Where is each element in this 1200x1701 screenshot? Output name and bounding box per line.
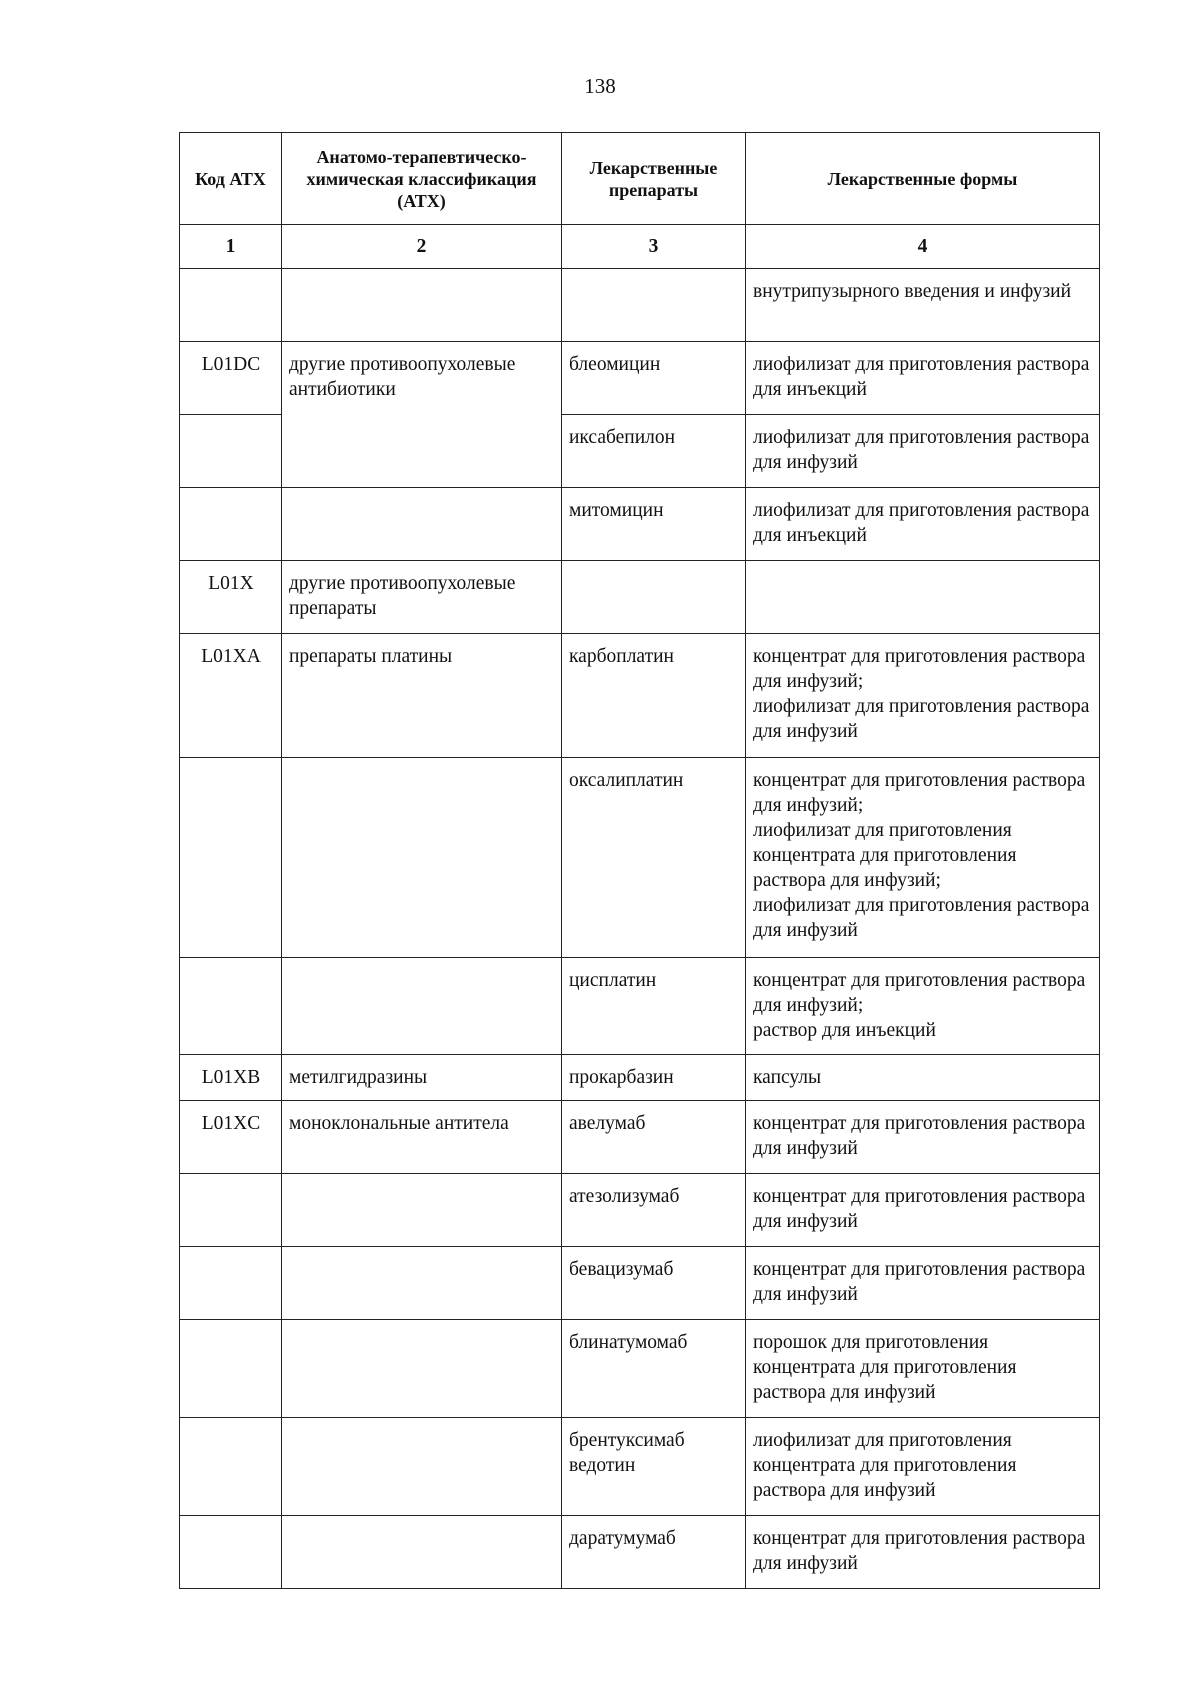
cell-classification: другие противоопухолевые препараты bbox=[282, 561, 562, 634]
cell-drug: даратумумаб bbox=[562, 1516, 746, 1589]
form-line: капсулы bbox=[753, 1067, 822, 1088]
form-line: концентрат для приготовления раствора для инфузий; bbox=[753, 646, 1086, 692]
cell-code bbox=[180, 758, 282, 958]
cell-forms bbox=[746, 1516, 1100, 1589]
form-line: раствор для инъекций bbox=[753, 1020, 936, 1041]
column-number-row bbox=[180, 225, 1100, 269]
cell-drug: иксабепилон bbox=[562, 415, 746, 488]
cell-classification: препараты платины bbox=[282, 634, 562, 758]
column-number: 1 bbox=[180, 225, 282, 269]
cell-classification: моноклональные антитела bbox=[282, 1101, 562, 1174]
table-row bbox=[180, 1055, 1100, 1101]
form-line: концентрат для приготовления раствора для инфузий; bbox=[753, 970, 1086, 1016]
cell-code bbox=[180, 1516, 282, 1589]
cell-forms bbox=[746, 488, 1100, 561]
cell-drug: прокарбазин bbox=[562, 1055, 746, 1101]
cell-code: L01X bbox=[180, 561, 282, 634]
table-row bbox=[180, 488, 1100, 561]
cell-classification bbox=[282, 1320, 562, 1418]
cell-forms bbox=[746, 1174, 1100, 1247]
form-line: концентрат для приготовления раствора для инфузий bbox=[753, 1259, 1086, 1305]
form-line: лиофилизат для приготовления раствора для инфузий bbox=[753, 427, 1090, 473]
cell-drug bbox=[562, 561, 746, 634]
cell-drug: блинатумомаб bbox=[562, 1320, 746, 1418]
table-row bbox=[180, 561, 1100, 634]
column-number: 4 bbox=[746, 225, 1100, 269]
cell-forms bbox=[746, 958, 1100, 1055]
table-row bbox=[180, 958, 1100, 1055]
cell-code bbox=[180, 269, 282, 342]
cell-classification bbox=[282, 758, 562, 958]
cell-forms bbox=[746, 1320, 1100, 1418]
form-line: внутрипузырного введения и инфузий bbox=[753, 281, 1072, 302]
cell-drug: блеомицин bbox=[562, 342, 746, 415]
cell-drug: митомицин bbox=[562, 488, 746, 561]
cell-forms bbox=[746, 269, 1100, 342]
cell-drug: брентуксимаб ведотин bbox=[562, 1418, 746, 1516]
cell-classification: другие противоопухолевые антибиотики bbox=[282, 342, 562, 415]
cell-forms bbox=[746, 1418, 1100, 1516]
cell-forms bbox=[746, 634, 1100, 758]
cell-classification: метилгидразины bbox=[282, 1055, 562, 1101]
cell-classification bbox=[282, 1247, 562, 1320]
cell-code bbox=[180, 958, 282, 1055]
cell-forms bbox=[746, 415, 1100, 488]
cell-code: L01XA bbox=[180, 634, 282, 758]
cell-classification bbox=[282, 1516, 562, 1589]
table-row bbox=[180, 1101, 1100, 1174]
table-row bbox=[180, 1174, 1100, 1247]
table-header-row bbox=[180, 133, 1100, 225]
cell-classification bbox=[282, 958, 562, 1055]
table-row bbox=[180, 415, 1100, 488]
table-row bbox=[180, 758, 1100, 958]
cell-drug: авелумаб bbox=[562, 1101, 746, 1174]
table-row bbox=[180, 269, 1100, 342]
table-row bbox=[180, 1247, 1100, 1320]
cell-drug: бевацизумаб bbox=[562, 1247, 746, 1320]
form-line: концентрат для приготовления раствора для инфузий bbox=[753, 1113, 1086, 1159]
column-number: 3 bbox=[562, 225, 746, 269]
cell-forms bbox=[746, 1055, 1100, 1101]
cell-classification bbox=[282, 415, 562, 488]
cell-code bbox=[180, 1320, 282, 1418]
cell-code: L01XB bbox=[180, 1055, 282, 1101]
cell-drug: атезолизумаб bbox=[562, 1174, 746, 1247]
header-drugs: Лекарственные препараты bbox=[562, 133, 746, 225]
cell-drug: цисплатин bbox=[562, 958, 746, 1055]
cell-code bbox=[180, 1418, 282, 1516]
form-line: лиофилизат для приготовления раствора для инфузий bbox=[753, 895, 1090, 941]
cell-drug: оксалиплатин bbox=[562, 758, 746, 958]
cell-forms bbox=[746, 342, 1100, 415]
form-line: лиофилизат для приготовления раствора для инъекций bbox=[753, 354, 1090, 400]
cell-forms bbox=[746, 561, 1100, 634]
cell-classification bbox=[282, 1174, 562, 1247]
form-line: лиофилизат для приготовления раствора для инъекций bbox=[753, 500, 1090, 546]
header-classification: Анатомо-терапевтическо-химическая классификация (АТХ) bbox=[282, 133, 562, 225]
cell-code: L01DC bbox=[180, 342, 282, 415]
cell-drug bbox=[562, 269, 746, 342]
cell-code bbox=[180, 1247, 282, 1320]
cell-classification bbox=[282, 269, 562, 342]
cell-forms bbox=[746, 1101, 1100, 1174]
table-row bbox=[180, 1320, 1100, 1418]
form-line: лиофилизат для приготовления концентрата для приготовления раствора для инфузий; bbox=[753, 820, 1017, 891]
cell-classification bbox=[282, 1418, 562, 1516]
table-row bbox=[180, 342, 1100, 415]
cell-forms bbox=[746, 1247, 1100, 1320]
form-line: порошок для приготовления концентрата для приготовления раствора для инфузий bbox=[753, 1332, 1017, 1403]
table-row bbox=[180, 634, 1100, 758]
form-line: лиофилизат для приготовления концентрата для приготовления раствора для инфузий bbox=[753, 1430, 1017, 1501]
table-row bbox=[180, 1516, 1100, 1589]
form-line: концентрат для приготовления раствора для инфузий bbox=[753, 1528, 1086, 1574]
form-line: концентрат для приготовления раствора для инфузий; bbox=[753, 770, 1086, 816]
cell-code bbox=[180, 1174, 282, 1247]
form-line: концентрат для приготовления раствора для инфузий bbox=[753, 1186, 1086, 1232]
form-line: лиофилизат для приготовления раствора для инфузий bbox=[753, 696, 1090, 742]
header-code: Код АТХ bbox=[180, 133, 282, 225]
cell-code bbox=[180, 488, 282, 561]
cell-forms bbox=[746, 758, 1100, 958]
page-number: 138 bbox=[584, 74, 616, 98]
atx-table bbox=[179, 132, 1100, 1589]
cell-code: L01XC bbox=[180, 1101, 282, 1174]
cell-classification bbox=[282, 488, 562, 561]
header-forms: Лекарственные формы bbox=[746, 133, 1100, 225]
table-row bbox=[180, 1418, 1100, 1516]
cell-drug: карбоплатин bbox=[562, 634, 746, 758]
column-number: 2 bbox=[282, 225, 562, 269]
cell-code bbox=[180, 415, 282, 488]
